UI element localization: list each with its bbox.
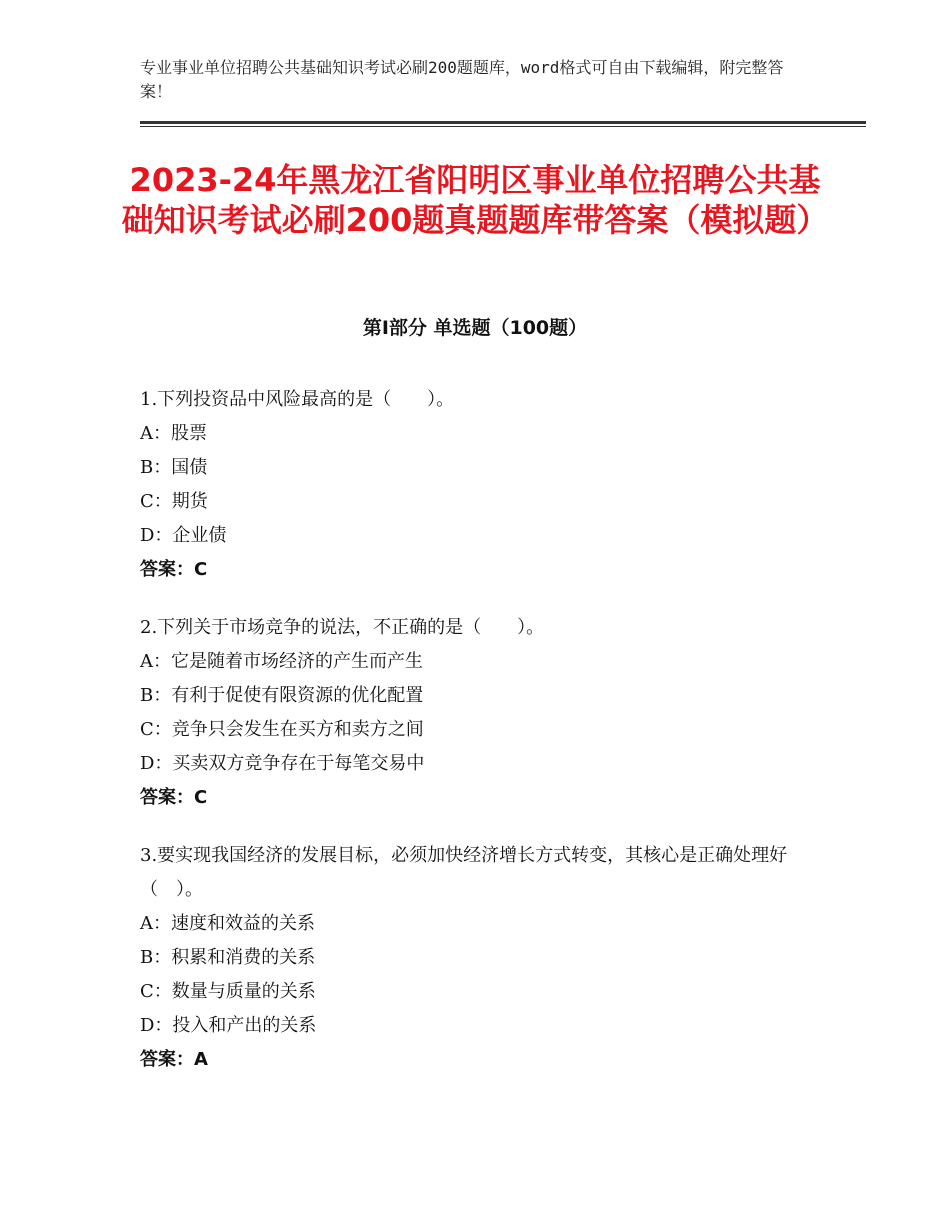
answer: 答案：C: [140, 559, 208, 580]
option-c: C：数量与质量的关系: [140, 981, 316, 1002]
header-note: 专业事业单位招聘公共基础知识考试必刷200题题库，word格式可自由下载编辑，附完整答案！: [140, 58, 784, 101]
option-b: B：有利于促使有限资源的优化配置: [140, 685, 424, 706]
question-list: [140, 383, 820, 1101]
question-stem: 2.下列关于市场竞争的说法，不正确的是（ ）。: [140, 617, 545, 638]
option-a: A：它是随着市场经济的产生而产生: [140, 651, 423, 672]
document-title: 2023-24年黑龙江省阳明区事业单位招聘公共基础知识考试必刷200题真题题库带答案（模拟题）: [121, 161, 829, 239]
question-stem: 1.下列投资品中风险最高的是（ ）。: [140, 389, 455, 410]
question-2: [140, 611, 820, 815]
option-d: D：企业债: [140, 525, 227, 546]
section-title: 第Ⅰ部分 单选题（100题）: [362, 317, 588, 339]
question-1: [140, 383, 820, 587]
option-a: A：速度和效益的关系: [140, 913, 315, 934]
question-3: [140, 839, 820, 1077]
option-a: A：股票: [140, 423, 207, 444]
question-stem: 3.要实现我国经济的发展目标，必须加快经济增长方式转变，其核心是正确处理好（ ）。: [140, 845, 788, 900]
answer: 答案：C: [140, 787, 208, 808]
option-b: B：积累和消费的关系: [140, 947, 316, 968]
option-b: B：国债: [140, 457, 208, 478]
option-d: D：买卖双方竞争存在于每笔交易中: [140, 753, 425, 774]
option-c: C：竞争只会发生在买方和卖方之间: [140, 719, 424, 740]
option-c: C：期货: [140, 491, 208, 512]
answer: 答案：A: [140, 1049, 208, 1070]
header-rule-thick: [140, 121, 866, 124]
option-d: D：投入和产出的关系: [140, 1015, 317, 1036]
header-rule-thin: [140, 126, 866, 127]
